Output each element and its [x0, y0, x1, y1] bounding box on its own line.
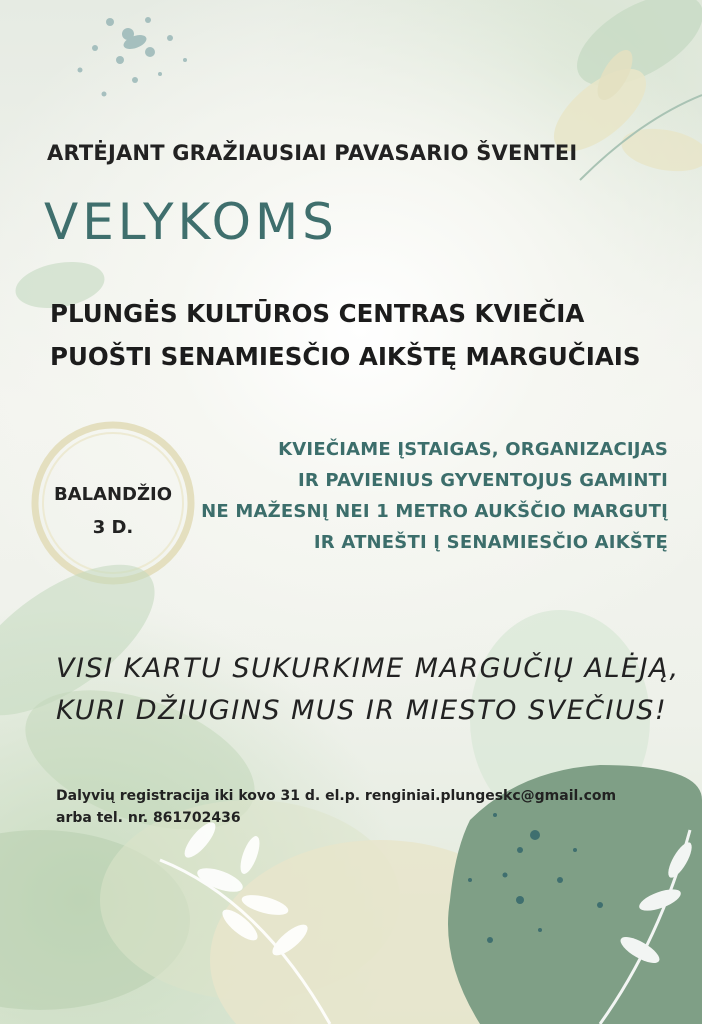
- event-title: VELYKOMS: [44, 193, 338, 251]
- invitation-line: NE MAŽESNĮ NEI 1 METRO AUKŠČIO MARGUTĮ: [201, 501, 668, 522]
- headline: [50, 292, 641, 378]
- invitation-line: KVIEČIAME ĮSTAIGAS, ORGANIZACIJAS: [278, 439, 668, 460]
- event-date: [38, 478, 188, 544]
- registration-info: [56, 785, 616, 829]
- date-day: 3 D.: [92, 517, 134, 538]
- registration-phone: arba tel. nr. 861702436: [56, 810, 241, 826]
- paint-splatter-icon: [78, 17, 188, 97]
- slogan-line: VISI KARTU SUKURKIME MARGUČIŲ ALĖJĄ,: [56, 653, 680, 684]
- slogan-line: KURI DŽIUGINS MUS IR MIESTO SVEČIUS!: [56, 695, 668, 726]
- invitation-line: IR ATNEŠTI Į SENAMIESČIO AIKŠTĘ: [313, 532, 668, 553]
- invitation-line: IR PAVIENIUS GYVENTOJUS GAMINTI: [298, 470, 668, 491]
- headline-line: PUOŠTI SENAMIESČIO AIKŠTĘ MARGUČIAIS: [50, 342, 641, 371]
- registration-line: Dalyvių registracija iki kovo 31 d. el.p. renginiai.plungeskc@gmail.com: [56, 788, 617, 804]
- slogan: [56, 648, 680, 732]
- date-month: BALANDŽIO: [53, 484, 173, 505]
- event-kicker: ARTĖJANT GRAŽIAUSIAI PAVASARIO ŠVENTEI: [47, 141, 578, 165]
- headline-line: PLUNGĖS KULTŪROS CENTRAS KVIEČIA: [50, 299, 585, 328]
- invitation-text: [201, 434, 668, 558]
